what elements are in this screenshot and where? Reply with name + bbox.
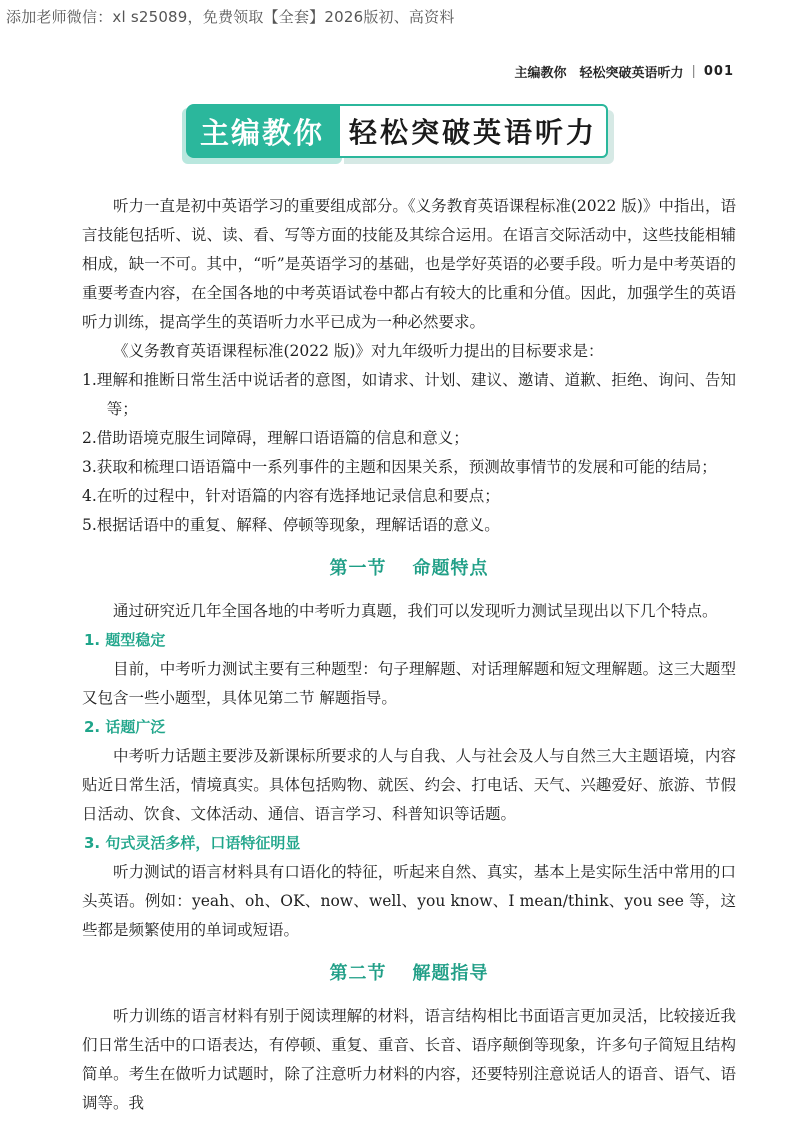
requirement-item: 3.获取和梳理口语语篇中一系列事件的主题和因果关系，预测故事情节的发展和可能的结局； bbox=[82, 458, 717, 476]
point-text: 听力测试的语言材料具有口语化的特征，听起来自然、真实，基本上是实际生活中常用的口头英语。例如：yeah、oh、OK、now、well、you know、I mean/think、you see 等，这些都是频繁使用的单词或短语。 bbox=[82, 863, 736, 939]
watermark-text: 添加老师微信：xl s25089，免费领取【全套】2026版初、高资料 bbox=[6, 8, 455, 26]
point-text: 目前，中考听力测试主要有三种题型：句子理解题、对话理解题和短文理解题。这三大题型又包含一些小题型，具体见第二节 解题指导。 bbox=[82, 660, 736, 707]
section-1-title bbox=[82, 554, 736, 583]
requirement-item: 5.根据话语中的重复、解释、停顿等现象，理解话语的意义。 bbox=[82, 516, 500, 534]
point-heading: 3. 句式灵活多样，口语特征明显 bbox=[84, 834, 301, 852]
chapter-banner bbox=[182, 100, 616, 164]
point-text: 中考听力话题主要涉及新课标所要求的人与自我、人与社会及人与自然三大主题语境，内容贴近日常生活，情境真实。具体包括购物、就医、约会、打电话、天气、兴趣爱好、旅游、节假日活动、饮食、文体活动、通信、语言学习、科普知识等话题。 bbox=[82, 747, 736, 823]
point-heading: 1. 题型稳定 bbox=[84, 631, 166, 649]
section-1-intro: 通过研究近几年全国各地的中考听力真题，我们可以发现听力测试呈现出以下几个特点。 bbox=[113, 602, 718, 620]
section-1-number: 第一节 bbox=[329, 558, 387, 579]
requirement-item: 4.在听的过程中，针对语篇的内容有选择地记录信息和要点； bbox=[82, 487, 500, 505]
banner-left-label: 主编教你 bbox=[186, 104, 338, 158]
section-2-name: 解题指导 bbox=[412, 963, 489, 984]
requirements-intro: 《义务教育英语课程标准(2022 版)》对九年级听力提出的目标要求是： bbox=[113, 342, 604, 360]
requirement-item: 1.理解和推断日常生活中说话者的意图，如请求、计划、建议、邀请、道歉、拒绝、询问、告知等； bbox=[82, 371, 736, 418]
section-1-name: 命题特点 bbox=[412, 558, 489, 579]
section-2-number: 第二节 bbox=[329, 963, 387, 984]
running-header-title: 主编教你 轻松突破英语听力 bbox=[514, 66, 684, 81]
point-heading: 2. 话题广泛 bbox=[84, 718, 166, 736]
intro-paragraph: 听力一直是初中英语学习的重要组成部分。《义务教育英语课程标准(2022 版)》中指出，语言技能包括听、说、读、看、写等方面的技能及其综合运用。在语言交际活动中，这些技能相辅相成，缺一不可。其中，“听”是英语学习的基础，也是学好英语的必要手段。听力是中考英语的重要考查内容，在全国各地的中考英语试卷中都占有较大的比重和分值。因此，加强学生的英语听力训练，提高学生的英语听力水平已成为一种必然要求。 bbox=[82, 197, 736, 331]
running-header bbox=[514, 62, 734, 81]
page-number: 001 bbox=[703, 64, 734, 79]
banner-right-title: 轻松突破英语听力 bbox=[338, 104, 608, 158]
requirement-item: 2.借助语境克服生词障碍，理解口语语篇的信息和意义； bbox=[82, 429, 469, 447]
page-content bbox=[82, 192, 736, 1118]
section-2-intro: 听力训练的语言材料有别于阅读理解的材料，语言结构相比书面语言更加灵活，比较接近我们日常生活中的口语表达，有停顿、重复、重音、长音、语序颠倒等现象，许多句子简短且结构简单。考生在做听力试题时，除了注意听力材料的内容，还要特别注意说话人的语音、语气、语调等。我 bbox=[82, 1007, 736, 1112]
section-2-title bbox=[82, 959, 736, 988]
running-header-separator: | bbox=[691, 64, 696, 79]
